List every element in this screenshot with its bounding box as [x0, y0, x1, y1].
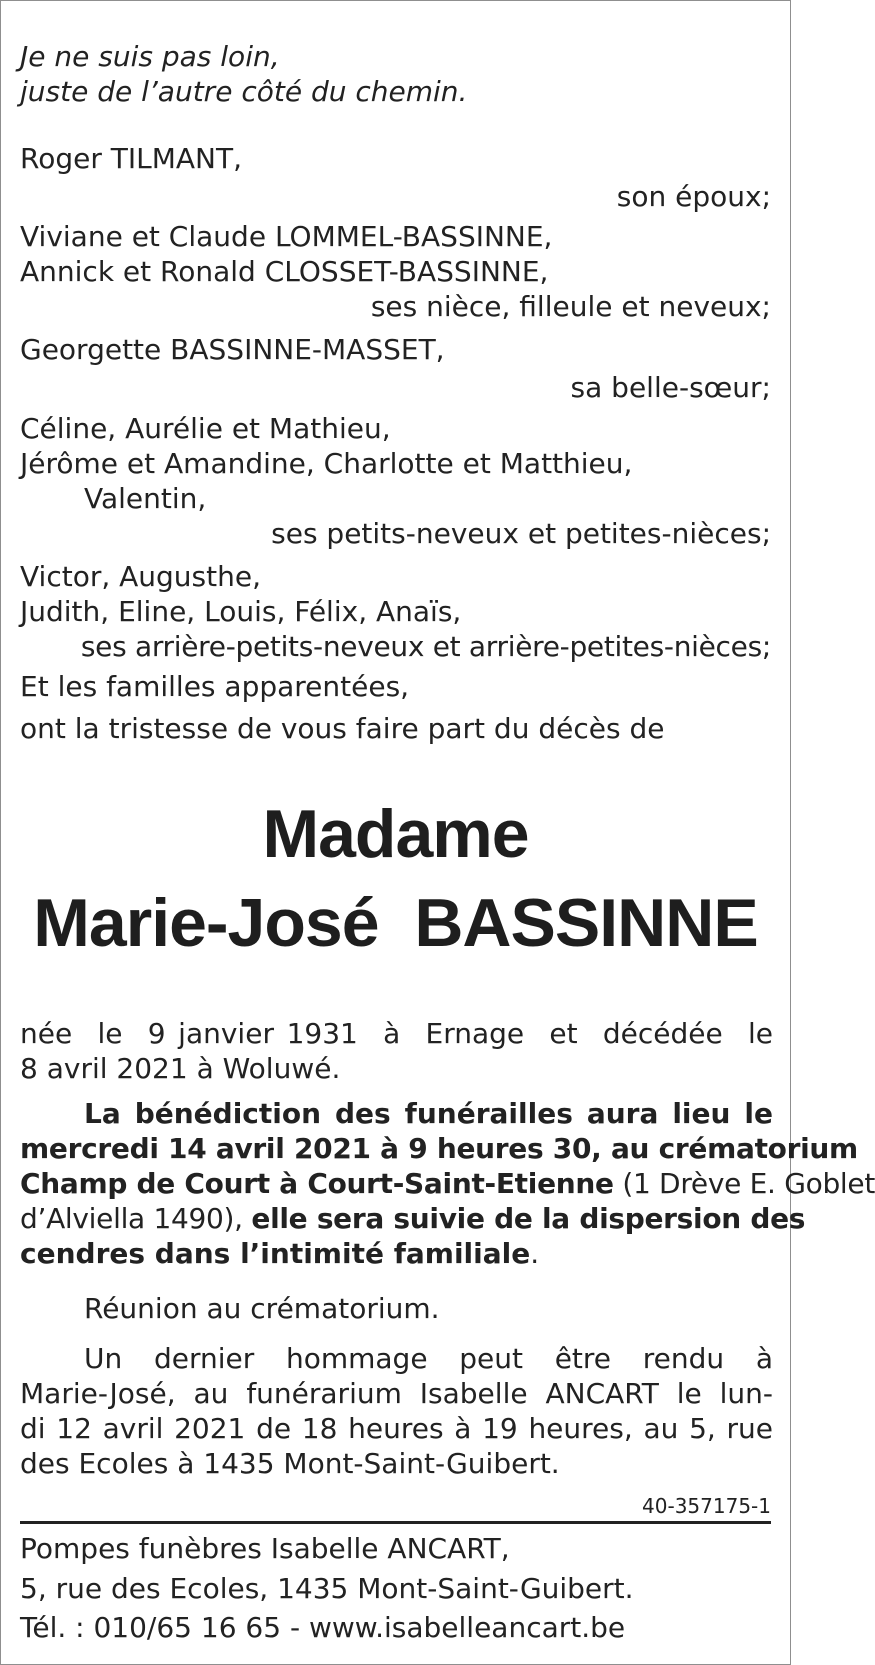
- tribute-line-3: di 12 avril 2021 de 18 heures à 19 heures, au 5, rue: [20, 1412, 773, 1445]
- sister-in-law-name: Georgette BASSINNE-MASSET,: [20, 333, 445, 366]
- birth-line-2: 8 avril 2021 à Woluwé.: [20, 1052, 341, 1085]
- husband-relation: son époux;: [616, 180, 771, 213]
- funeral-line-1: La bénédiction des funérailles aura lieu le: [84, 1097, 773, 1130]
- tribute-line-2: Marie-José, au funérarium Isabelle ANCART le lun-: [20, 1377, 773, 1410]
- footer-divider: [20, 1521, 771, 1524]
- sister-in-law-relation: sa belle-sœur;: [570, 371, 771, 404]
- tribute-line-1: Un dernier hommage peut être rendu à: [84, 1342, 773, 1375]
- grandnieces-line-3: Valentin,: [84, 482, 207, 515]
- birth-line-1: née le 9 janvier 1931 à Ernage et décédée le: [20, 1017, 773, 1050]
- funeral-dispersion: elle sera suivie de la dispersion des: [251, 1202, 806, 1235]
- grandnieces-line-2: Jérôme et Amandine, Charlotte et Matthieu,: [20, 447, 633, 480]
- deceased-name: Marie-José BASSINNE: [33, 885, 758, 961]
- reference-number: 40-357175-1: [642, 1494, 771, 1518]
- funeral-line-3: [20, 1166, 875, 1201]
- footer-line-1: Pompes funèbres Isabelle ANCART,: [20, 1532, 510, 1565]
- footer-line-2: 5, rue des Ecoles, 1435 Mont-Saint-Guibert.: [20, 1572, 634, 1605]
- funeral-line-4: [20, 1201, 806, 1236]
- funeral-address-end: d’Alviella 1490),: [20, 1202, 252, 1235]
- related-families: Et les familles apparentées,: [20, 670, 410, 703]
- funeral-venue: Champ de Court à Court-Saint-Etienne: [20, 1167, 614, 1200]
- greatgrand-line-2: Judith, Eline, Louis, Félix, Anaïs,: [20, 595, 462, 628]
- poem-line-1: Je ne suis pas loin,: [20, 40, 280, 73]
- announcement: ont la tristesse de vous faire part du décès de: [20, 712, 665, 745]
- tribute-line-4: des Ecoles à 1435 Mont-Saint-Guibert.: [20, 1447, 560, 1480]
- nieces-line-1: Viviane et Claude LOMMEL-BASSINNE,: [20, 220, 553, 253]
- funeral-address-start: (1 Drève E. Goblet: [613, 1167, 875, 1200]
- deceased-title: Madame: [262, 796, 529, 872]
- meeting-note: Réunion au crématorium.: [84, 1292, 440, 1325]
- nieces-relation: ses nièce, filleule et neveux;: [370, 290, 771, 323]
- funeral-intimacy: cendres dans l’intimité familiale: [20, 1237, 531, 1270]
- husband-name: Roger TILMANT,: [20, 142, 242, 175]
- footer-line-3: Tél. : 010/65 16 65 - www.isabelleancart.be: [20, 1611, 626, 1644]
- grandnieces-relation: ses petits-neveux et petites-nièces;: [271, 517, 771, 550]
- funeral-line-2: mercredi 14 avril 2021 à 9 heures 30, au crématorium: [20, 1132, 858, 1165]
- greatgrand-relation: ses arrière-petits-neveux et arrière-petites-nièces;: [80, 630, 771, 663]
- nieces-line-2: Annick et Ronald CLOSSET-BASSINNE,: [20, 255, 549, 288]
- poem-line-2: juste de l’autre côté du chemin.: [20, 75, 468, 108]
- grandnieces-line-1: Céline, Aurélie et Mathieu,: [20, 412, 391, 445]
- funeral-period: .: [530, 1237, 540, 1270]
- funeral-line-5: [20, 1236, 773, 1271]
- greatgrand-line-1: Victor, Augusthe,: [20, 560, 261, 593]
